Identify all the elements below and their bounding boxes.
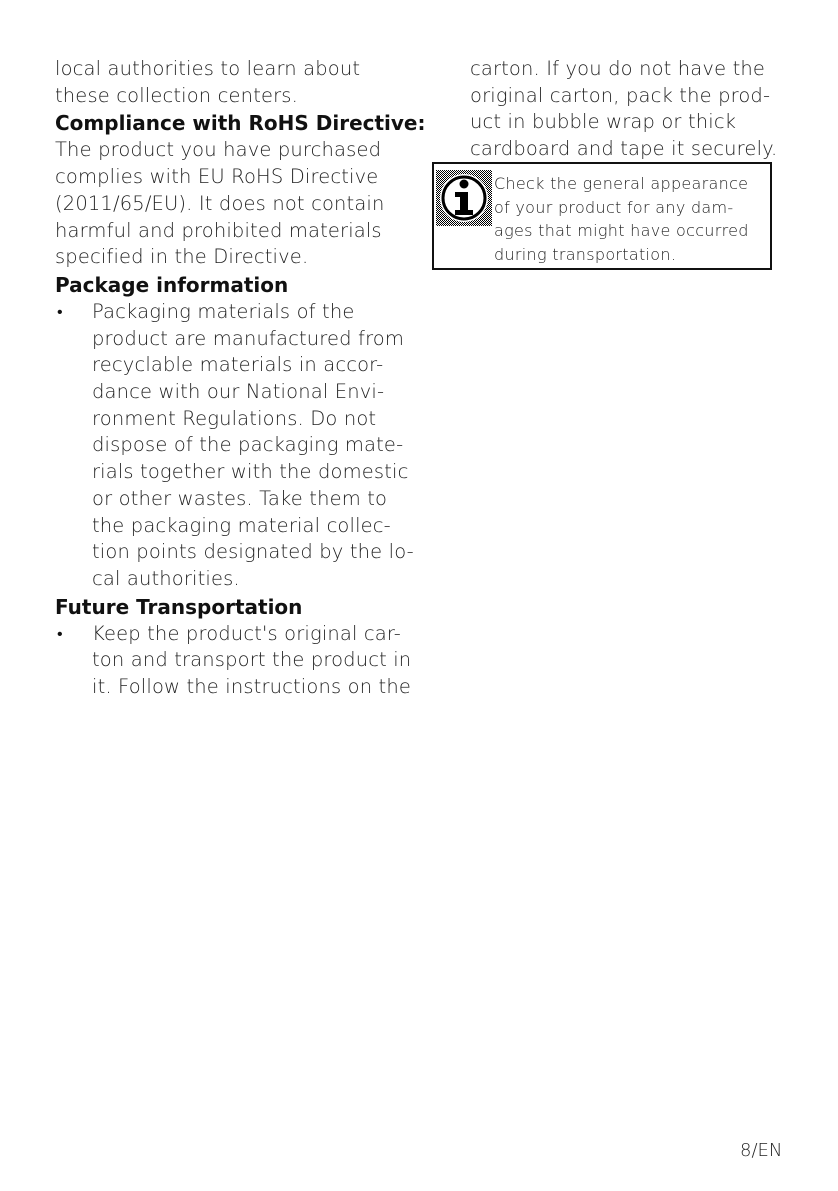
body-text-line: complies with EU RoHS Directive: [55, 165, 379, 189]
bullet-text: Keep the product's original car-: [92, 621, 401, 645]
body-text-line: The product you have purchased: [55, 138, 382, 162]
body-text-line: carton. If you do not have the: [470, 57, 766, 80]
transport-heading: Future Transportation: [55, 594, 303, 619]
body-text-line: recyclable materials in accor-: [92, 353, 384, 377]
body-text-line: it. Follow the instructions on the: [92, 675, 412, 699]
body-text-line: dance with our National Envi-: [92, 380, 385, 404]
body-text-line: the packaging material collec-: [92, 513, 391, 537]
info-icon: [436, 170, 492, 226]
body-text-line: (2011/65/EU). It does not contain: [55, 191, 385, 215]
page-number: 8/EN: [740, 1140, 783, 1161]
body-text-line: ton and transport the product in: [92, 648, 412, 672]
body-text-line: cal authorities.: [92, 566, 240, 590]
package-heading: Package information: [55, 272, 289, 297]
info-note-box: [432, 162, 772, 270]
bullet-text: Packaging materials of the: [92, 299, 355, 323]
note-text-line: during transportation.: [494, 244, 677, 264]
note-text-line: ages that might have occurred: [494, 221, 749, 240]
body-text-line: harmful and prohibited materials: [55, 218, 382, 242]
body-text-line: local authorities to learn about: [55, 57, 361, 80]
note-text: [494, 172, 749, 266]
body-text-line: specified in the Directive.: [55, 245, 309, 269]
left-column: [55, 56, 426, 701]
rohs-heading: Compliance with RoHS Directive:: [55, 111, 426, 136]
body-text-line: uct in bubble wrap or thick: [470, 110, 737, 134]
body-text-line: tion points designated by the lo-: [92, 540, 414, 564]
body-text-line: these collection centers.: [55, 83, 298, 107]
bullet-item: [55, 299, 415, 326]
body-text-line: or other wastes. Take them to: [92, 486, 388, 510]
bullet-icon: •: [57, 301, 63, 321]
body-text-line: product are manufactured from: [92, 326, 405, 350]
body-text-line: dispose of the packaging mate-: [92, 433, 404, 457]
body-text-line: cardboard and tape it securely.: [470, 137, 778, 161]
bullet-icon: •: [57, 623, 63, 643]
bullet-item: [55, 621, 415, 648]
body-text-line: original carton, pack the prod-: [470, 83, 771, 107]
note-text-line: of your product for any dam-: [494, 197, 734, 217]
body-text-line: rials together with the domestic: [92, 460, 409, 484]
note-text-line: Check the general appearance: [494, 174, 749, 193]
right-column: [470, 56, 780, 163]
body-text-line: ronment Regulations. Do not: [92, 406, 377, 430]
